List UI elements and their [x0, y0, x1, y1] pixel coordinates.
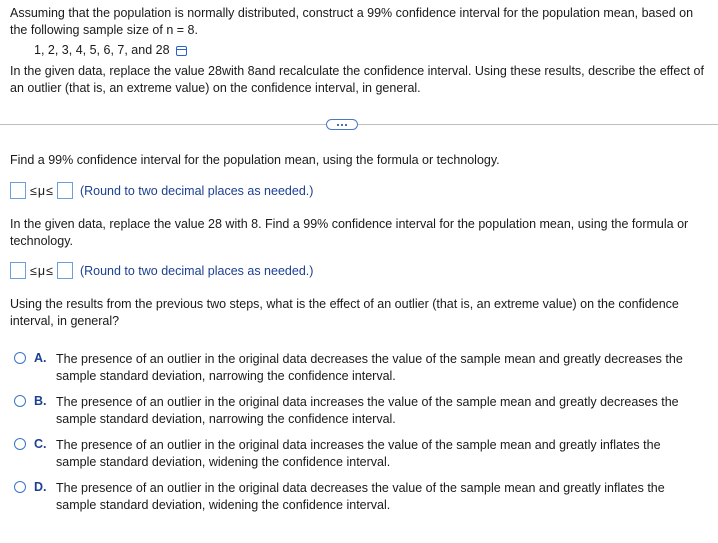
- option-a-radio[interactable]: [14, 352, 26, 364]
- section-divider: [0, 124, 718, 125]
- option-b[interactable]: [14, 394, 704, 427]
- problem-intro: Assuming that the population is normally distributed, construct a 99% confidence interval for the population mean, based on the following sample size of n = 8.: [10, 6, 694, 37]
- option-a[interactable]: [14, 351, 704, 384]
- option-d-radio[interactable]: [14, 481, 26, 493]
- sample-data-row: [34, 42, 187, 58]
- option-c-radio[interactable]: [14, 438, 26, 450]
- part2-question: In the given data, replace the value 28 with 8. Find a 99% confidence interval for the population mean, using the formula or technology.: [10, 217, 689, 248]
- sample-values: 1, 2, 3, 4, 5, 6, 7, and 28: [34, 43, 170, 57]
- option-b-letter: B.: [34, 394, 47, 408]
- part1-inequality: ≤μ≤: [30, 183, 54, 198]
- option-c[interactable]: [14, 437, 704, 470]
- part2-upper-bound-input[interactable]: [57, 262, 73, 279]
- part1-question: Find a 99% confidence interval for the population mean, using the formula or technology.: [10, 153, 500, 167]
- part2-lower-bound-input[interactable]: [10, 262, 26, 279]
- expand-more-button[interactable]: [326, 119, 358, 130]
- part1-answer-row: [10, 182, 313, 199]
- option-d-letter: D.: [34, 480, 47, 494]
- part1-lower-bound-input[interactable]: [10, 182, 26, 199]
- part2-rounding-hint: (Round to two decimal places as needed.): [79, 263, 314, 278]
- problem-instruction: In the given data, replace the value 28with 8and recalculate the confidence interval. Using these results, describe the effect of an outlier (that is, an extreme value) on the confidence interval, in general.: [10, 64, 704, 95]
- option-c-letter: C.: [34, 437, 47, 451]
- part1-upper-bound-input[interactable]: [57, 182, 73, 199]
- option-b-text: The presence of an outlier in the original data increases the value of the sample mean and greatly decreases the sample standard deviation, narrowing the confidence interval.: [56, 395, 679, 426]
- option-d-text: The presence of an outlier in the original data decreases the value of the sample mean and greatly inflates the sample standard deviation, widening the confidence interval.: [56, 481, 665, 512]
- part2-answer-row: [10, 262, 313, 279]
- option-a-text: The presence of an outlier in the original data decreases the value of the sample mean and greatly decreases the sample standard deviation, narrowing the confidence interval.: [56, 352, 683, 383]
- copy-data-icon[interactable]: [176, 46, 187, 56]
- option-d[interactable]: [14, 480, 704, 513]
- part1-rounding-hint: (Round to two decimal places as needed.): [79, 183, 314, 198]
- part3-question: Using the results from the previous two steps, what is the effect of an outlier (that is, an extreme value) on the confidence interval, in general?: [10, 297, 679, 328]
- option-b-radio[interactable]: [14, 395, 26, 407]
- part2-inequality: ≤μ≤: [30, 263, 54, 278]
- ellipsis-icon: [337, 124, 339, 126]
- option-c-text: The presence of an outlier in the original data increases the value of the sample mean and greatly inflates the sample standard deviation, widening the confidence interval.: [56, 438, 661, 469]
- option-a-letter: A.: [34, 351, 47, 365]
